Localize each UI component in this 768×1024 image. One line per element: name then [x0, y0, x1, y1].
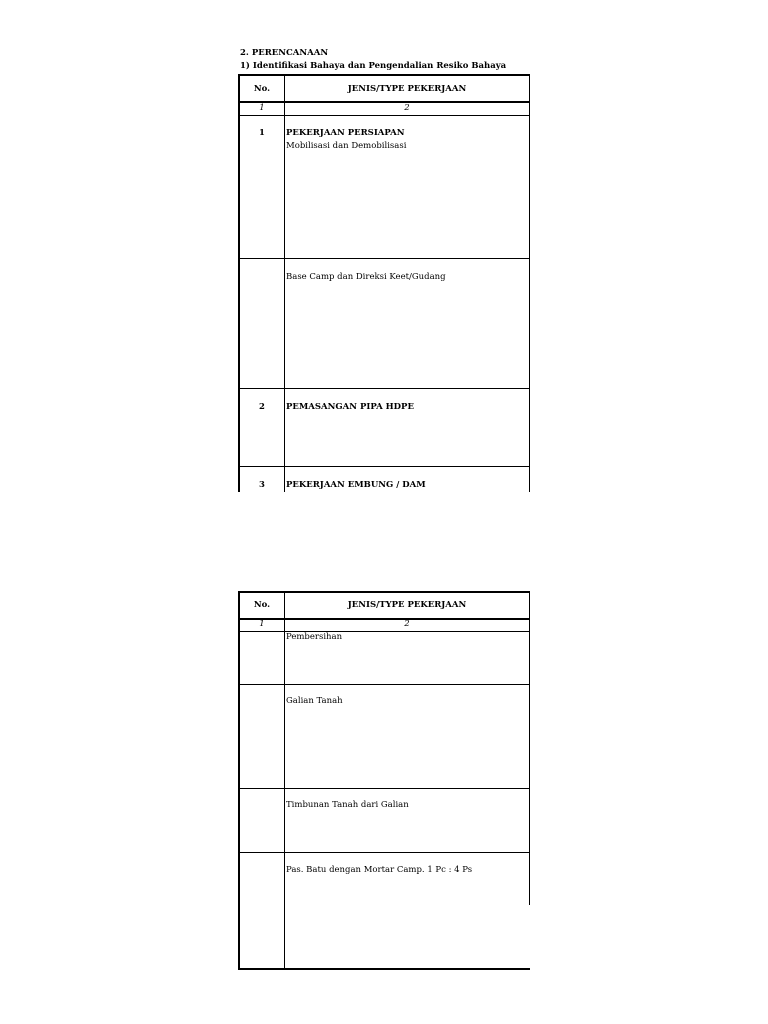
row-title: PEKERJAAN EMBUNG / DAM: [286, 480, 426, 490]
row-title: PEKERJAAN PERSIAPAN: [286, 128, 405, 138]
section-title: 2. PERENCANAAN: [240, 48, 329, 58]
row-title: PEMASANGAN PIPA HDPE: [286, 402, 414, 412]
header-jenis: JENIS/TYPE PEKERJAAN: [347, 600, 467, 610]
header-no: No.: [253, 84, 271, 94]
row-item: Base Camp dan Direksi Keet/Gudang: [286, 272, 446, 282]
header-jenis: JENIS/TYPE PEKERJAAN: [347, 84, 467, 94]
header-no: No.: [253, 600, 271, 610]
header-index-1: 1: [259, 619, 265, 629]
row-item: Pembersihan: [286, 632, 343, 642]
row-item: Timbunan Tanah dari Galian: [286, 800, 409, 810]
row-no: 2: [259, 402, 265, 412]
header-index-1: 1: [259, 103, 265, 113]
row-item: Mobilisasi dan Demobilisasi: [286, 141, 407, 151]
subsection-title: 1) Identifikasi Bahaya dan Pengendalian Resiko Bahaya: [240, 61, 507, 71]
row-no: 1: [259, 128, 265, 138]
header-index-2: 2: [404, 619, 410, 629]
row-item: Pas. Batu dengan Mortar Camp. 1 Pc : 4 Ps: [286, 865, 473, 875]
row-no: 3: [259, 480, 265, 490]
row-item: Galian Tanah: [286, 696, 343, 706]
header-index-2: 2: [404, 103, 410, 113]
